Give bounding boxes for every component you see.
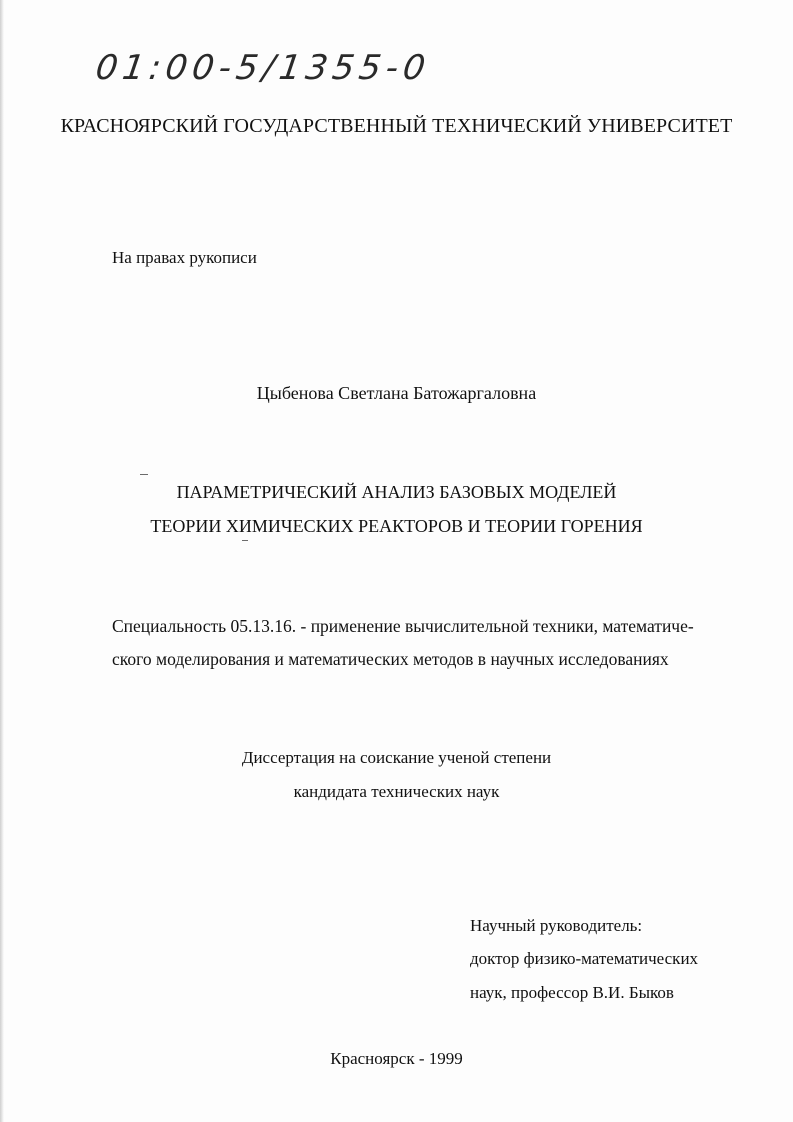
scan-speck (242, 540, 248, 541)
thesis-title-line-2: ТЕОРИИ ХИМИЧЕСКИХ РЕАКТОРОВ И ТЕОРИИ ГОРЕНИЯ (150, 516, 643, 536)
supervisor-degree: доктор физико-математических (470, 949, 699, 968)
specialty-line-2: ского моделирования и математических методов в научных исследованиях (112, 649, 669, 669)
university-name: КРАСНОЯРСКИЙ ГОСУДАРСТВЕННЫЙ ТЕХНИЧЕСКИЙ УНИВЕРСИТЕТ (60, 115, 733, 137)
dissertation-degree-line-1: Диссертация на соискание ученой степени (241, 748, 552, 767)
supervisor-name: наук, профессор В.И. Быков (470, 983, 674, 1002)
dissertation-degree-line-2: кандидата технических наук (293, 782, 500, 801)
scan-speck (140, 474, 148, 475)
thesis-title-line-1: ПАРАМЕТРИЧЕСКИЙ АНАЛИЗ БАЗОВЫХ МОДЕЛЕЙ (176, 482, 617, 502)
specialty-line-1: Специальность 05.13.16. - применение вычислительной техники, математиче- (112, 616, 694, 636)
city-year: Красноярск - 1999 (330, 1049, 463, 1068)
handwritten-archive-code: 01:00-5/1355-0 (93, 48, 433, 88)
supervisor-heading: Научный руководитель: (470, 916, 643, 935)
scan-shadow-edge (0, 0, 4, 1122)
manuscript-rights-note: На правах рукописи (112, 248, 257, 267)
author-name: Цыбенова Светлана Батожаргаловна (256, 383, 537, 403)
